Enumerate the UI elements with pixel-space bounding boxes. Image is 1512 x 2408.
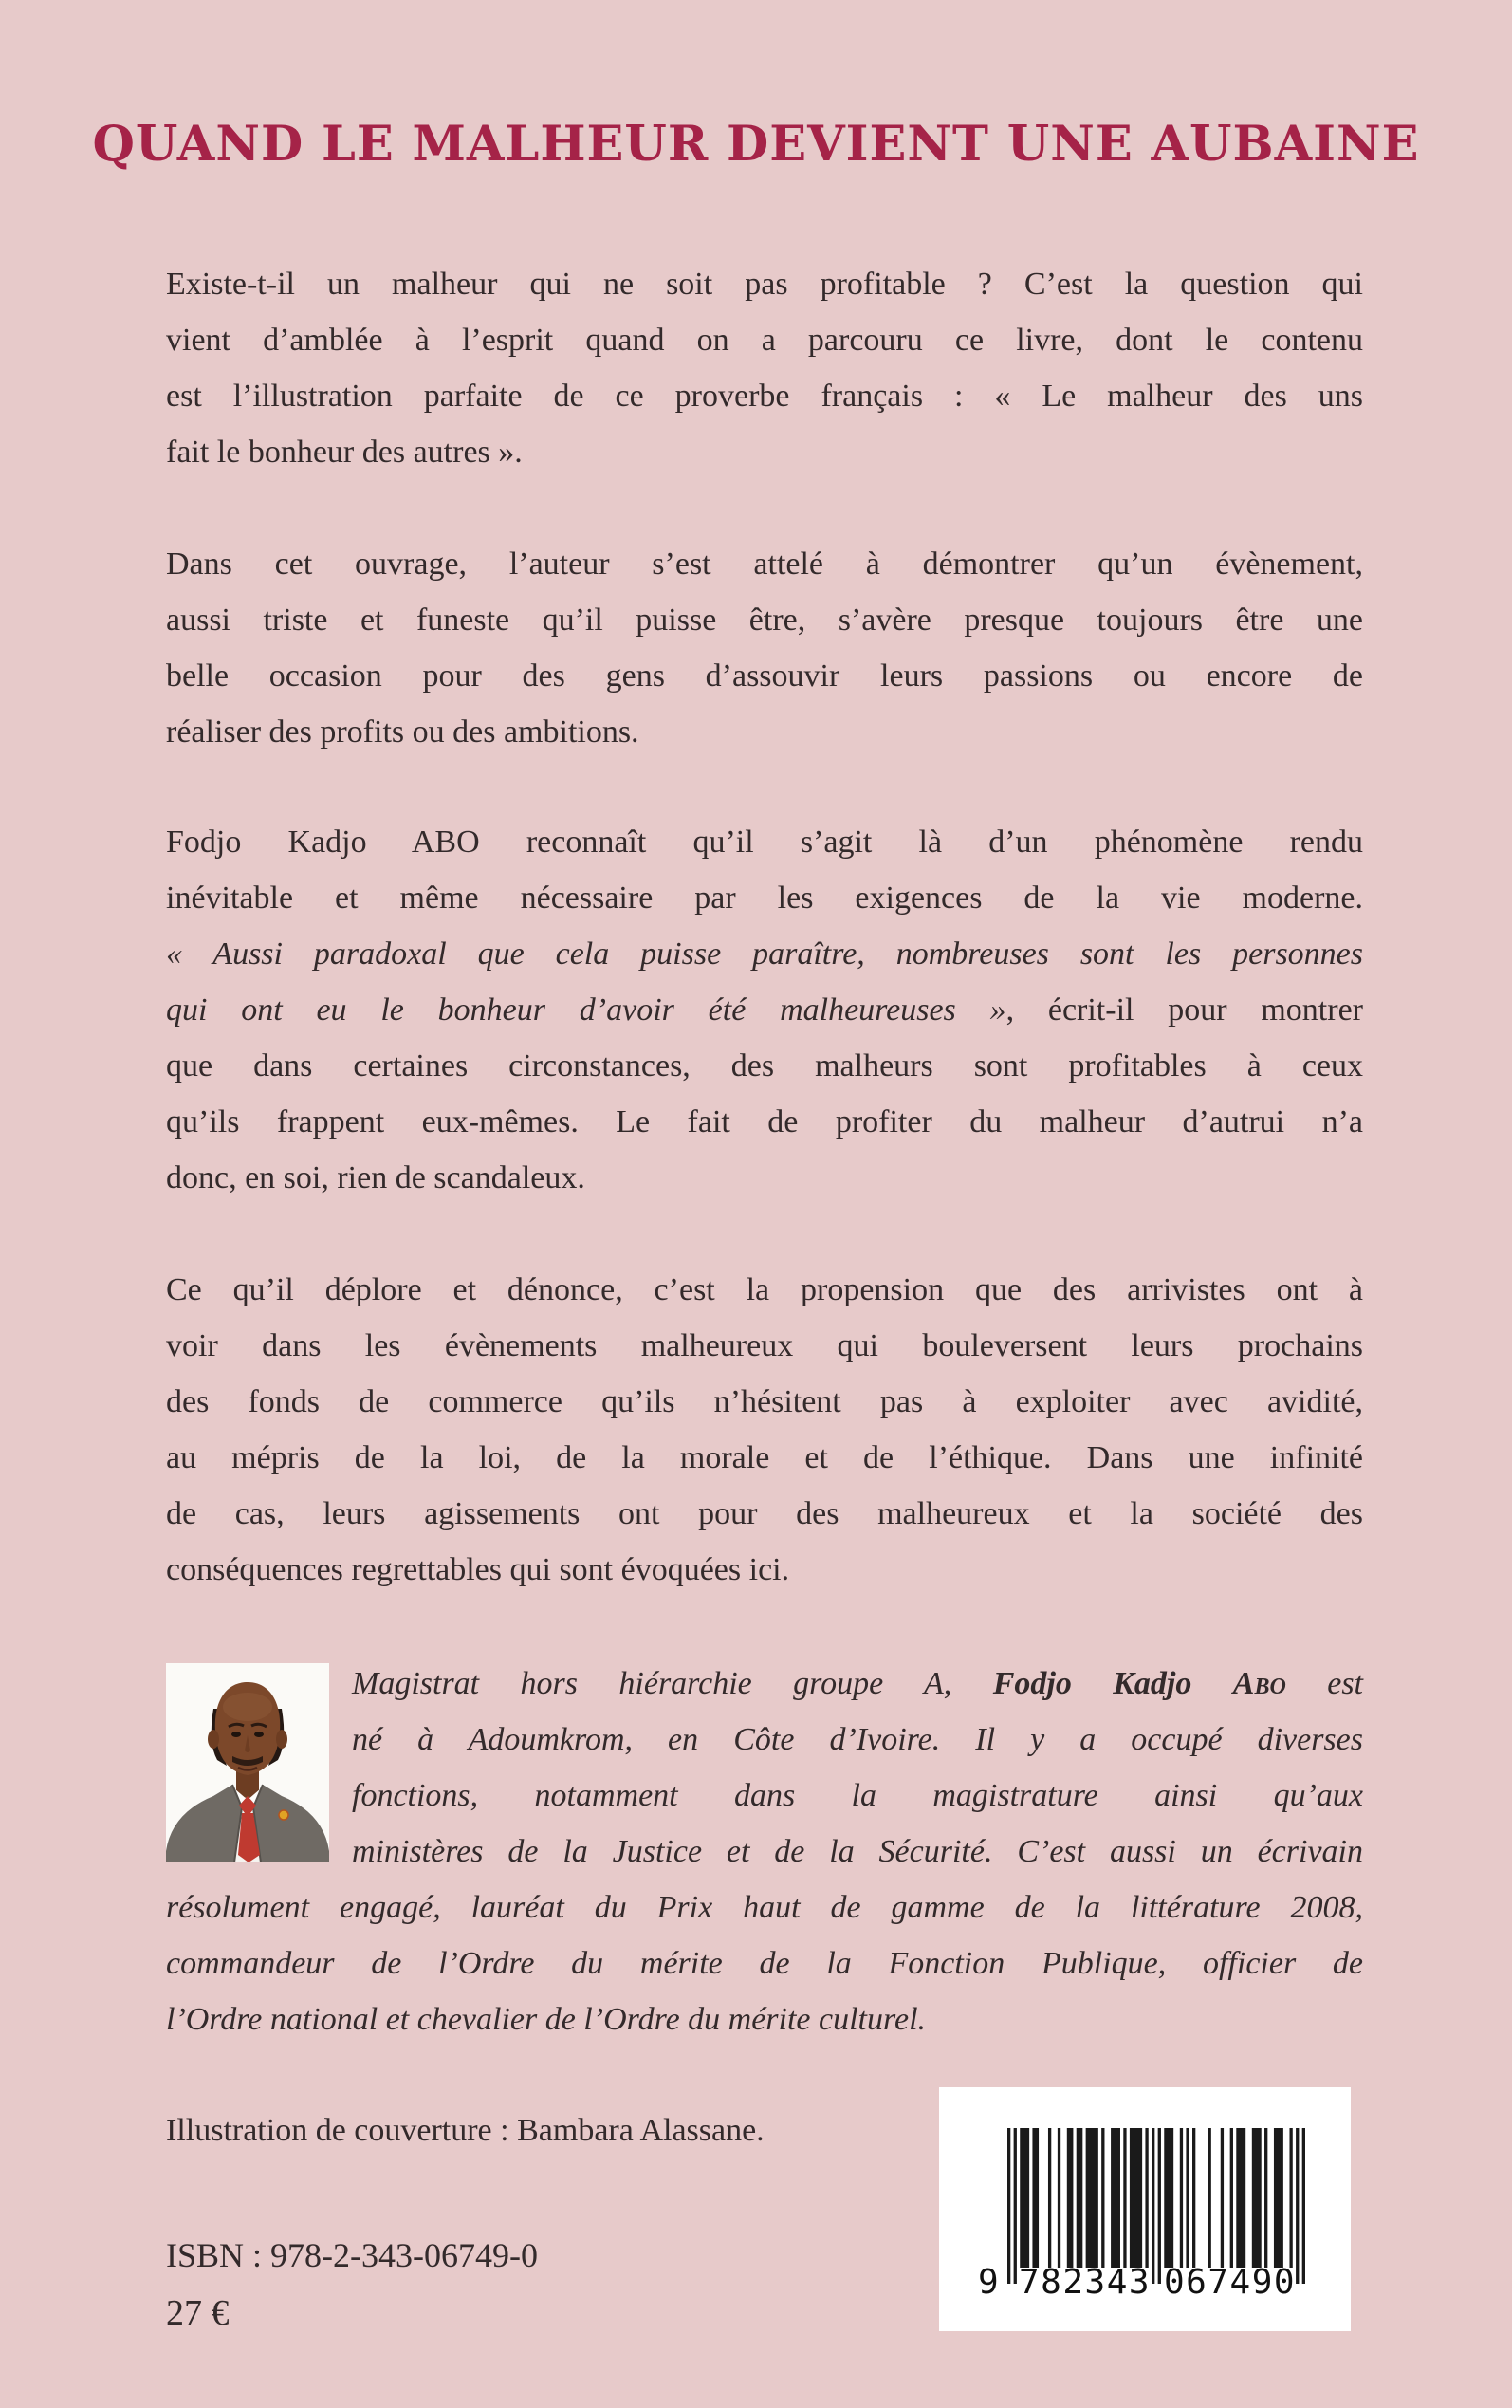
illustration-credit: Illustration de couverture : Bambara Alassane.: [166, 2113, 765, 2148]
isbn-text: ISBN : 978-2-343-06749-0: [166, 2236, 538, 2274]
barcode-bar: [1186, 2128, 1189, 2268]
synopsis-paragraph-3: [166, 814, 1363, 1206]
text-line: l’Ordre national et chevalier de l’Ordre du mérite culturel.: [166, 2002, 927, 2037]
text-line: né à Adoumkrom, en Côte d’Ivoire. Il y a occupé diverses: [352, 1722, 1363, 1757]
lapel-pin: [279, 1810, 288, 1820]
barcode-bar: [1302, 2128, 1305, 2284]
text-line: fonctions, notamment dans la magistrature ainsi qu’aux: [352, 1778, 1363, 1813]
text-line: Dans cet ouvrage, l’auteur s’est attelé à démontrer qu’un évènement,: [166, 546, 1363, 582]
text-line: voir dans les évènements malheureux qui bouleversent leurs prochains: [166, 1328, 1363, 1363]
ear-right: [276, 1730, 287, 1749]
barcode: [939, 2087, 1351, 2331]
text-line: au mépris de la loi, de la morale et de l’éthique. Dans une infinité: [166, 1440, 1363, 1475]
synopsis-paragraph-1: [166, 256, 1363, 480]
barcode-bar: [1274, 2128, 1283, 2268]
synopsis-paragraph-2: [166, 536, 1363, 760]
barcode-digits-middle: 782343: [1019, 2263, 1152, 2302]
barcode-digit-left: 9: [978, 2263, 999, 2302]
barcode-bar: [1158, 2128, 1161, 2284]
text-line: commandeur de l’Ordre du mérite de la Fonction Publique, officier de: [166, 1946, 1363, 1981]
author-bio: [166, 1656, 1363, 2047]
text-line: des fonds de commerce qu’ils n’hésitent pas à exploiter avec avidité,: [166, 1384, 1363, 1419]
text-line: belle occasion pour des gens d’assouvir leurs passions ou encore de: [166, 658, 1363, 694]
barcode-digits-right: 067490: [1164, 2263, 1297, 2302]
eye-left: [231, 1732, 241, 1737]
barcode-bar: [1007, 2128, 1010, 2284]
barcode-bar: [1296, 2128, 1299, 2284]
barcode-bar: [1208, 2128, 1211, 2268]
text-line: de cas, leurs agissements ont pour des malheureux et la société des: [166, 1496, 1363, 1531]
barcode-bar: [1264, 2128, 1267, 2268]
barcode-bar: [1111, 2128, 1120, 2268]
synopsis-paragraph-4: [166, 1262, 1363, 1598]
text-line: que dans certaines circonstances, des malheurs sont profitables à ceux: [166, 1048, 1363, 1084]
barcode-bar: [1058, 2128, 1060, 2268]
barcode-bar: [1101, 2128, 1104, 2268]
text-line: « Aussi paradoxal que cela puisse paraître, nombreuses sont les personnes: [166, 936, 1363, 972]
text-line: vient d’amblée à l’esprit quand on a parcouru ce livre, dont le contenu: [166, 323, 1363, 358]
barcode-bar: [1164, 2128, 1173, 2268]
text-line: donc, en soi, rien de scandaleux.: [166, 1160, 585, 1195]
barcode-bar: [1230, 2128, 1233, 2268]
eye-right: [254, 1732, 264, 1737]
barcode-bar: [1086, 2128, 1098, 2268]
barcode-bar: [1123, 2128, 1126, 2268]
barcode-bar: [1221, 2128, 1224, 2268]
text-line: Existe-t-il un malheur qui ne soit pas profitable ? C’est la question qui: [166, 267, 1363, 302]
barcode-bar: [1180, 2128, 1183, 2268]
text-line: fait le bonheur des autres ».: [166, 435, 523, 470]
bio-text-beside-photo: [166, 1656, 1363, 1880]
text-line: qu’ils frappent eux-mêmes. Le fait de profiter du malheur d’autrui n’a: [166, 1104, 1363, 1139]
text-line: réaliser des profits ou des ambitions.: [166, 714, 639, 750]
barcode-bar: [1252, 2128, 1262, 2268]
text-line: qui ont eu le bonheur d’avoir été malheureuses », écrit-il pour montrer: [166, 992, 1363, 1028]
ear-left: [208, 1730, 219, 1749]
author-photo: [166, 1663, 329, 1862]
text-line: ministères de la Justice et de la Sécurité. C’est aussi un écrivain: [352, 1834, 1363, 1869]
barcode-bar: [1020, 2128, 1029, 2268]
price-text: 27 €: [166, 2293, 230, 2333]
text-line: résolument engagé, lauréat du Prix haut de gamme de la littérature 2008,: [166, 1890, 1363, 1925]
barcode-bar: [1130, 2128, 1142, 2268]
barcode-bar: [1048, 2128, 1051, 2268]
text-line: Magistrat hors hiérarchie groupe A, Fodjo Kadjo Abo est: [352, 1666, 1364, 1701]
bio-text-full-width: [166, 1880, 1363, 2047]
barcode-bar: [1152, 2128, 1154, 2284]
barcode-bar: [1014, 2128, 1017, 2284]
text-line: Fodjo Kadjo ABO reconnaît qu’il s’agit là d’un phénomène rendu: [166, 824, 1363, 860]
text-line: inévitable et même nécessaire par les exigences de la vie moderne.: [166, 880, 1363, 916]
text-line: aussi triste et funeste qu’il puisse être, s’avère presque toujours être une: [166, 602, 1363, 638]
barcode-bar: [1032, 2128, 1039, 2268]
barcode-bar: [1236, 2128, 1245, 2268]
forehead-highlight: [223, 1693, 272, 1721]
barcode-bar: [1192, 2128, 1195, 2268]
text-line: est l’illustration parfaite de ce proverbe français : « Le malheur des uns: [166, 379, 1363, 414]
barcode-bar: [1077, 2128, 1083, 2268]
text-line: conséquences regrettables qui sont évoquées ici.: [166, 1552, 790, 1587]
barcode-bar: [1067, 2128, 1074, 2268]
barcode-bar: [1289, 2128, 1292, 2268]
text-line: Ce qu’il déplore et dénonce, c’est la propension que des arrivistes ont à: [166, 1272, 1363, 1307]
book-title: QUAND LE MALHEUR DEVIENT UNE AUBAINE: [92, 116, 1420, 173]
barcode-bar: [1145, 2128, 1148, 2268]
